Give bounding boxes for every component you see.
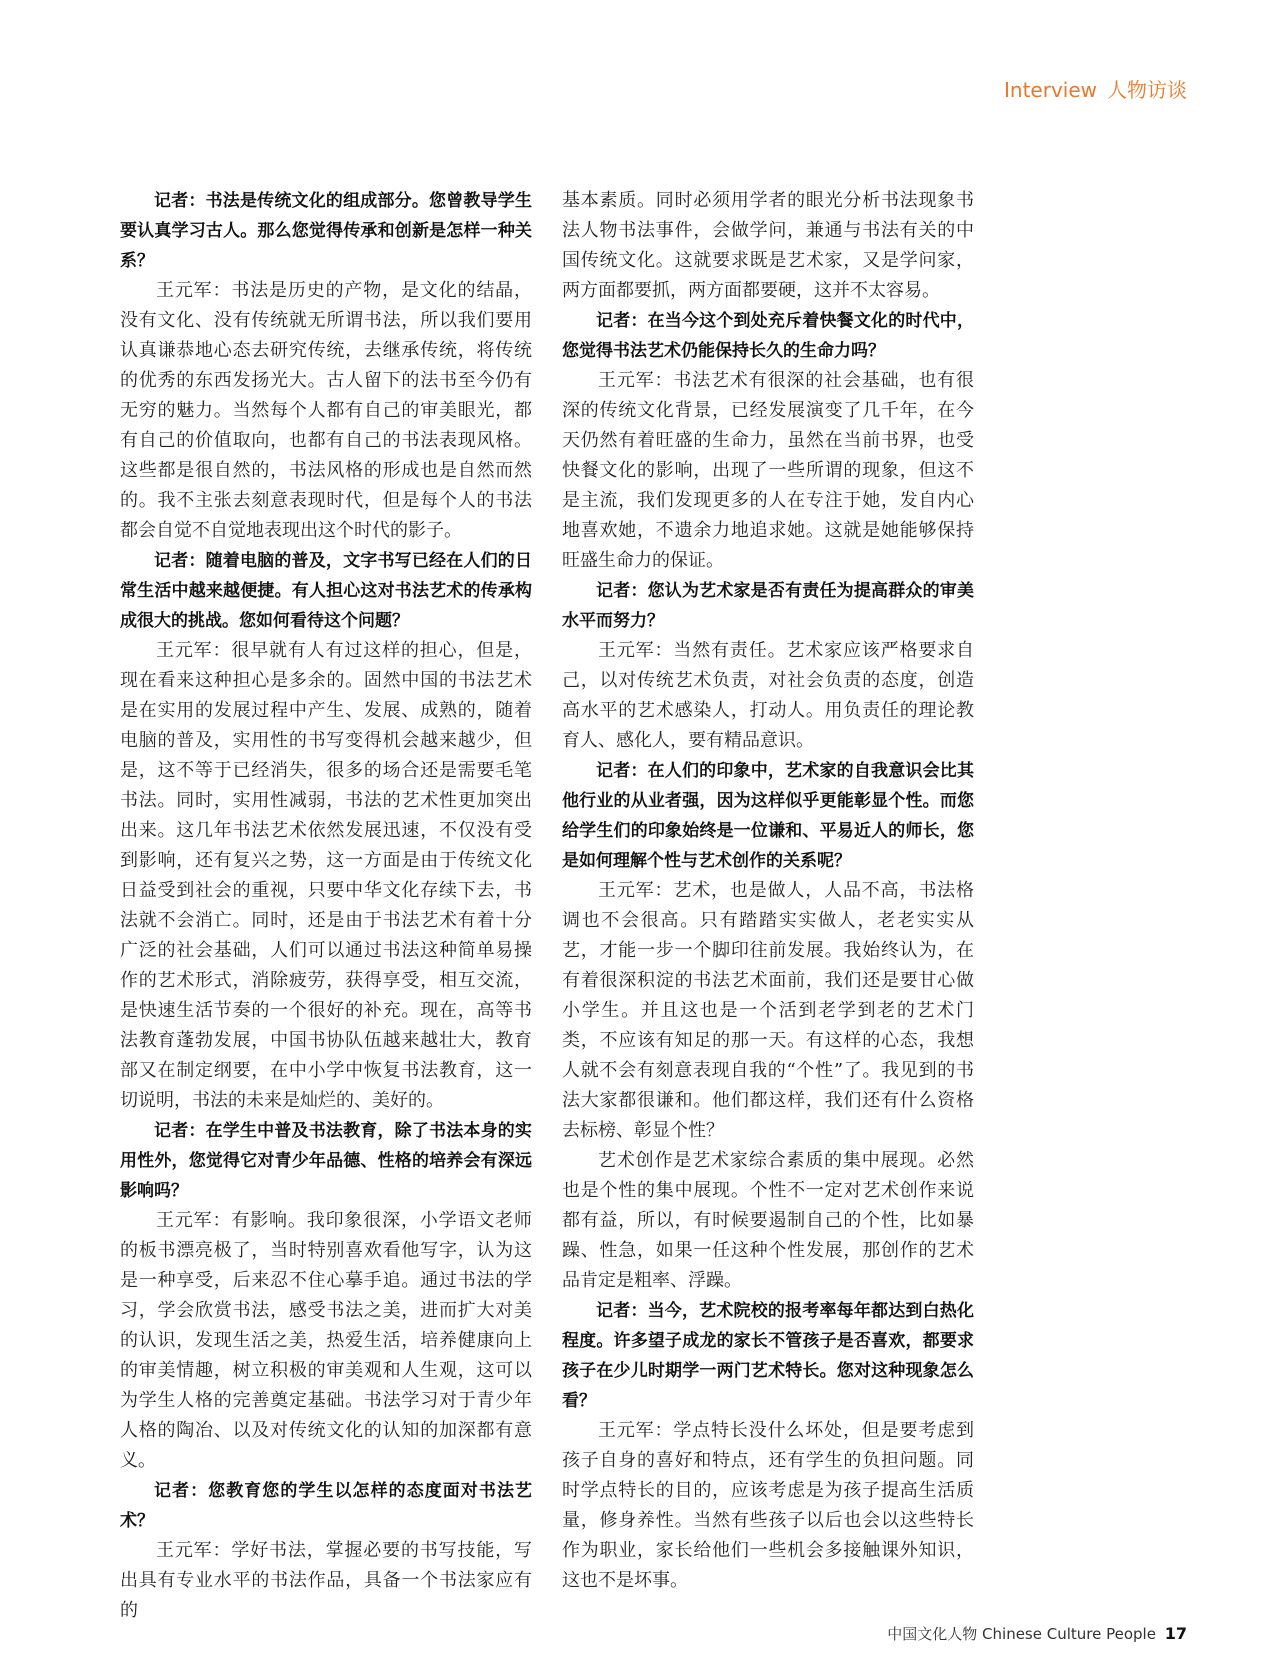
answer-paragraph: 王元军：书法是历史的产物，是文化的结晶，没有文化、没有传统就无所谓书法，所以我们要用认真谦恭地心态去研究传统，去继承传统，将传统的优秀的东西发扬光大。古人留下的法书至今仍有无穷的魅力。当然每个人都有自己的审美眼光，都有自己的价值取向，也都有自己的书法表现风格。这些都是很自然的，书法风格的形成也是自然而然的。我不主张去刻意表现时代，但是每个人的书法都会自觉不自觉地表现出这个时代的影子。 — [120, 280, 532, 541]
section-title-zh: 人物访谈 — [1107, 78, 1187, 102]
answer-paragraph: 王元军：学点特长没什么坏处，但是要考虑到孩子自身的喜好和特点，还有学生的负担问题。同时学点特长的目的，应该考虑是为孩子提高生活质量，修身养性。当然有些孩子以后也会以这些特长作为职业，家长给他们一些机会多接触课外知识，这也不是坏事。 — [562, 1420, 974, 1591]
right-column — [562, 186, 974, 1596]
section-header — [1004, 74, 1187, 103]
page-number: 17 — [1164, 1624, 1187, 1643]
question-paragraph: 记者：当今，艺术院校的报考率每年都达到白热化程度。许多望子成龙的家长不管孩子是否喜欢，都要求孩子在少儿时期学一两门艺术特长。您对这种现象怎么看？ — [562, 1301, 974, 1411]
question-paragraph: 记者：在学生中普及书法教育，除了书法本身的实用性外，您觉得它对青少年品德、性格的培养会有深远影响吗？ — [120, 1121, 532, 1201]
question-paragraph: 记者：在当今这个到处充斥着快餐文化的时代中，您觉得书法艺术仍能保持长久的生命力吗？ — [562, 311, 974, 361]
answer-paragraph: 艺术创作是艺术家综合素质的集中展现。必然也是个性的集中展现。个性不一定对艺术创作来说都有益，所以，有时候要遏制自己的个性，比如暴躁、性急，如果一任这种个性发展，那创作的艺术品肯定是粗率、浮躁。 — [562, 1150, 974, 1291]
question-paragraph: 记者：您认为艺术家是否有责任为提高群众的审美水平而努力？ — [562, 581, 974, 631]
answer-paragraph: 王元军：当然有责任。艺术家应该严格要求自己，以对传统艺术负责，对社会负责的态度，创造高水平的艺术感染人，打动人。用负责任的理论教育人、感化人，要有精品意识。 — [562, 640, 974, 751]
answer-paragraph: 王元军：学好书法，掌握必要的书写技能，写出具有专业水平的书法作品，具备一个书法家应有的 — [120, 1540, 532, 1621]
answer-paragraph: 王元军：很早就有人有过这样的担心，但是，现在看来这种担心是多余的。固然中国的书法艺术是在实用的发展过程中产生、发展、成熟的，随着电脑的普及，实用性的书写变得机会越来越少，但是，这不等于已经消失，很多的场合还是需要毛笔书法。同时，实用性减弱，书法的艺术性更加突出出来。这几年书法艺术依然发展迅速，不仅没有受到影响，还有复兴之势，这一方面是由于传统文化日益受到社会的重视，只要中华文化存续下去，书法就不会消亡。同时，还是由于书法艺术有着十分广泛的社会基础，人们可以通过书法这种简单易操作的艺术形式，消除疲劳，获得享受，相互交流，是快速生活节奏的一个很好的补充。现在，高等书法教育蓬勃发展，中国书协队伍越来越壮大，教育部又在制定纲要，在中小学中恢复书法教育，这一切说明，书法的未来是灿烂的、美好的。 — [120, 640, 532, 1111]
left-column — [120, 186, 532, 1626]
answer-paragraph: 王元军：书法艺术有很深的社会基础，也有很深的传统文化背景，已经发展演变了几千年，在今天仍然有着旺盛的生命力，虽然在当前书界，也受快餐文化的影响，出现了一些所谓的现象，但这不是主流，我们发现更多的人在专注于她，发自内心地喜欢她，不遗余力地追求她。这就是她能够保持旺盛生命力的保证。 — [562, 370, 974, 571]
question-paragraph: 记者：随着电脑的普及，文字书写已经在人们的日常生活中越来越便捷。有人担心这对书法艺术的传承构成很大的挑战。您如何看待这个问题？ — [120, 551, 532, 631]
continued-paragraph: 基本素质。同时必须用学者的眼光分析书法现象书法人物书法事件，会做学问，兼通与书法有关的中国传统文化。这就要求既是艺术家，又是学问家，两方面都要抓，两方面都要硬，这并不太容易。 — [562, 190, 974, 301]
question-paragraph: 记者：您教育您的学生以怎样的态度面对书法艺术？ — [120, 1481, 532, 1531]
answer-paragraph: 王元军：有影响。我印象很深，小学语文老师的板书漂亮极了，当时特别喜欢看他写字，认为这是一种享受，后来忍不住心摹手追。通过书法的学习，学会欣赏书法，感受书法之美，进而扩大对美的认识，发现生活之美，热爱生活，培养健康向上的审美情趣，树立积极的审美观和人生观，这可以为学生人格的完善奠定基础。书法学习对于青少年人格的陶冶、以及对传统文化的认知的加深都有意义。 — [120, 1210, 532, 1471]
question-paragraph: 记者：书法是传统文化的组成部分。您曾教导学生要认真学习古人。那么您觉得传承和创新是怎样一种关系？ — [120, 191, 532, 271]
section-title-en: Interview — [1004, 78, 1097, 102]
answer-paragraph: 王元军：艺术，也是做人，人品不高，书法格调也不会很高。只有踏踏实实做人，老老实实从艺，才能一步一个脚印往前发展。我始终认为，在有着很深积淀的书法艺术面前，我们还是要甘心做小学生。并且这也是一个活到老学到老的艺术门类，不应该有知足的那一天。有这样的心态，我想人就不会有刻意表现自我的“个性”了。我见到的书法大家都很谦和。他们都这样，我们还有什么资格去标榜、彰显个性？ — [562, 880, 974, 1141]
magazine-name: 中国文化人物 Chinese Culture People — [887, 1625, 1156, 1643]
page-footer — [887, 1623, 1187, 1644]
question-paragraph: 记者：在人们的印象中，艺术家的自我意识会比其他行业的从业者强，因为这样似乎更能彰显个性。而您给学生们的印象始终是一位谦和、平易近人的师长，您是如何理解个性与艺术创作的关系呢？ — [562, 761, 974, 871]
